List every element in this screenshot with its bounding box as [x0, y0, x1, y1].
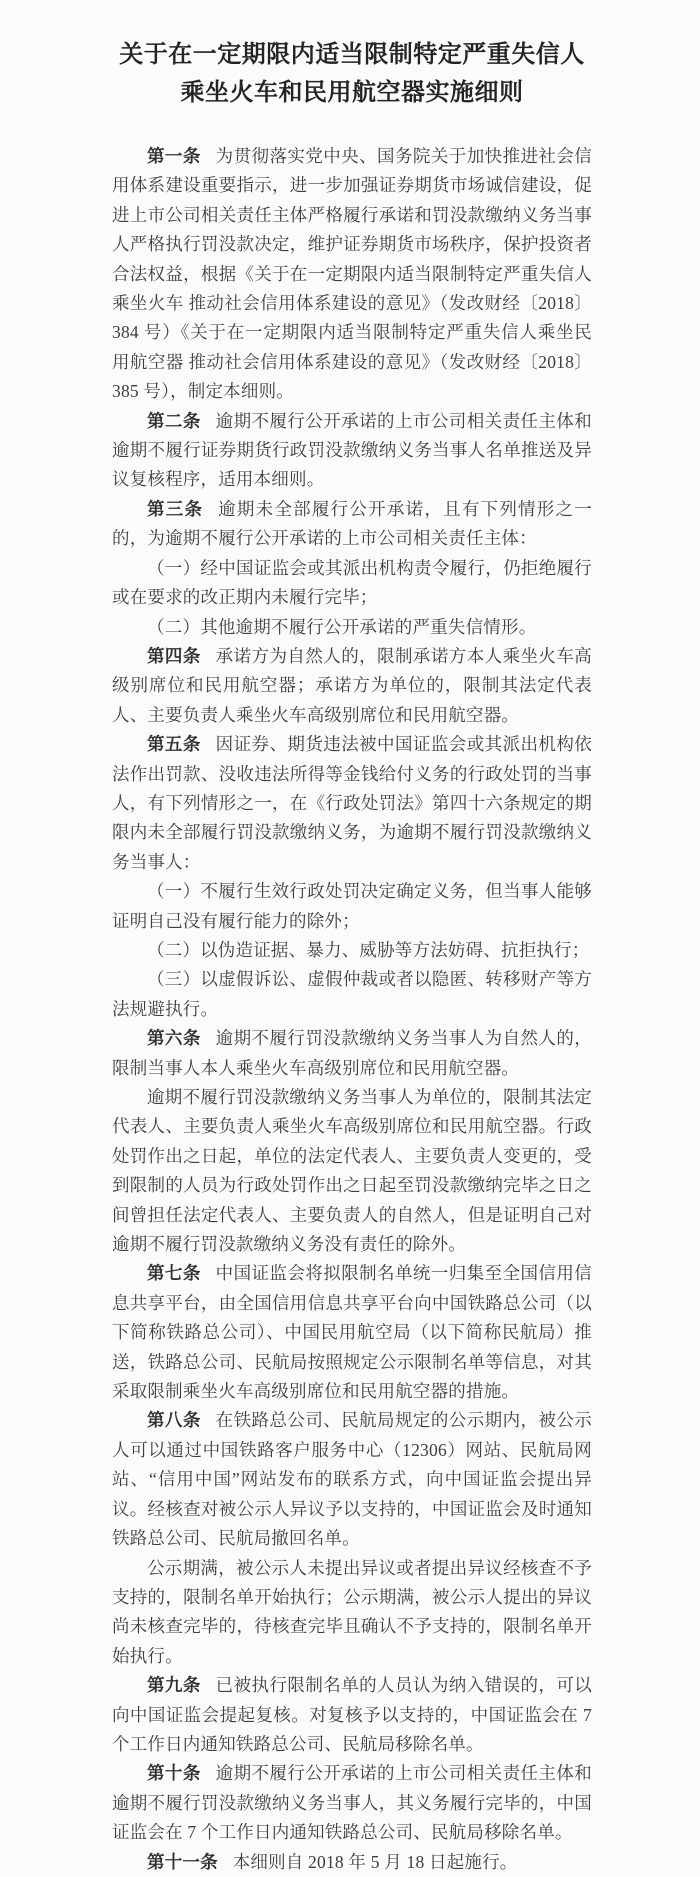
article-number-label: 第四条 [147, 645, 201, 666]
article-number-label: 第一条 [147, 146, 201, 166]
article-text: 已被执行限制名单的人员认为纳入错误的，可以向中国证监会提起复核。对复核予以支持的，中国证监会在 7 个工作日内通知铁路总公司、民航局移除名单。 [112, 1675, 592, 1754]
article-paragraph [112, 407, 592, 495]
article-text: 逾期不履行罚没款缴纳义务当事人为自然人的，限制当事人本人乘坐火车高级别席位和民用航空器。 [112, 1028, 592, 1078]
article-paragraph [112, 1848, 592, 1877]
article-paragraph [112, 1671, 592, 1759]
article-text: 承诺方为自然人的，限制承诺方本人乘坐火车高级别席位和民用航空器；承诺方为单位的，限制其法定代表人、主要负责人乘坐火车高级别席位和民用航空器。 [112, 645, 592, 725]
article-paragraph [112, 1024, 592, 1083]
article-item-paragraph: （一）不履行生效行政处罚决定确定义务，但当事人能够证明自己没有履行能力的除外； [112, 881, 592, 931]
document-articles [112, 142, 592, 1877]
article-paragraph [112, 730, 592, 877]
article-text: 逾期不履行公开承诺的上市公司相关责任主体和逾期不履行罚没款缴纳义务当事人，其义务履行完毕的，中国证监会在 7 个工作日内通知铁路总公司、民航局移除名单。 [112, 1763, 592, 1843]
article-number-label: 第九条 [147, 1675, 201, 1696]
article-number-label: 第六条 [147, 1028, 201, 1049]
article-text: 因证券、期货违法被中国证监会或其派出机构依法作出罚款、没收违法所得等金钱给付义务的行政处罚的当事人，有下列情形之一，在《行政处罚法》第四十六条规定的期限内未全部履行罚没款缴纳义务，为逾期不履行罚没款缴纳义务当事人： [112, 734, 592, 872]
article-text: 逾期不履行公开承诺的上市公司相关责任主体和逾期不履行证券期货行政罚没款缴纳义务当事人名单推送及异议复核程序，适用本细则。 [112, 410, 592, 490]
article-number-label: 第七条 [147, 1263, 201, 1284]
article-paragraph [112, 495, 592, 554]
article-text: 在铁路总公司、民航局规定的公示期内，被公示人可以通过中国铁路客户服务中心（12306）网站、民航局网站、“信用中国”网站发布的联系方式，向中国证监会提出异议。经核查对被公示人异议予以支持的，中国证监会及时通知铁路总公司、民航局撤回名单。 [112, 1410, 592, 1549]
article-number-label: 第十一条 [147, 1851, 218, 1872]
article-number-label: 第三条 [147, 498, 204, 519]
article-item-paragraph: （二）其他逾期不履行公开承诺的严重失信情形。 [147, 616, 537, 637]
article-paragraph [112, 1406, 592, 1553]
article-item-paragraph: （二）以伪造证据、暴力、威胁等方法妨碍、抗拒执行； [147, 939, 590, 960]
article-text: 本细则自 2018 年 5 月 18 日起施行。 [232, 1851, 518, 1872]
article-paragraph [112, 1759, 592, 1847]
article-paragraph [112, 642, 592, 730]
article-number-label: 第二条 [147, 410, 201, 431]
article-item-paragraph: （三）以虚假诉讼、虚假仲裁或者以隐匿、转移财产等方法规避执行。 [112, 969, 592, 1019]
article-number-label: 第五条 [147, 734, 201, 755]
article-number-label: 第十条 [147, 1763, 201, 1784]
document-title-line-1: 关于在一定期限内适当限制特定严重失信人 [119, 42, 585, 68]
article-paragraph [112, 1259, 592, 1406]
document-title [112, 36, 592, 112]
article-item-paragraph: 逾期不履行罚没款缴纳义务当事人为单位的，限制其法定代表人、主要负责人乘坐火车高级别席位和民用航空器。行政处罚作出之日起，单位的法定代表人、主要负责人变更的，受到限制的人员为行政处罚作出之日起至罚没款缴纳完毕之日之间曾担任法定代表人、主要负责人的自然人，但是证明自己对逾期不履行罚没款缴纳义务没有责任的除外。 [112, 1087, 592, 1255]
article-text: 为贯彻落实党中央、国务院关于加快推进社会信用体系建设重要指示，进一步加强证券期货市场诚信建设，促进上市公司相关责任主体严格履行承诺和罚没款缴纳义务当事人严格执行罚没款决定，维护证券期货市场秩序，保护投资者合法权益，根据《关于在一定期限内适当限制特定严重失信人乘坐火车 推动社会信用体系建设的意见》（发改财经〔2018〕384 号）《关于在一定期限内适当限制特定严重失信人乘坐民用航空器 推动社会信用体系建设的意见》（发改财经〔2018〕385 号），制定本细则。 [112, 146, 592, 402]
document-title-line-2: 乘坐火车和民用航空器实施细则 [180, 80, 524, 106]
article-text: 中国证监会将拟限制名单统一归集至全国信用信息共享平台，由全国信用信息共享平台向中国铁路总公司（以下简称铁路总公司）、中国民用航空局（以下简称民航局）推送，铁路总公司、民航局按照规定公示限制名单等信息，对其采取限制乘坐火车高级别席位和民用航空器的措施。 [112, 1263, 592, 1402]
article-item-paragraph: （一）经中国证监会或其派出机构责令履行，仍拒绝履行或在要求的改正期内未履行完毕； [112, 557, 592, 608]
article-text: 逾期未全部履行公开承诺，且有下列情形之一的，为逾期不履行公开承诺的上市公司相关责任主体： [112, 498, 593, 549]
article-item-paragraph: 公示期满，被公示人未提出异议或者提出异议经核查不予支持的，限制名单开始执行；公示期满，被公示人提出的异议尚未核查完毕的，待核查完毕且确认不予支持的，限制名单开始执行。 [112, 1557, 592, 1666]
article-number-label: 第八条 [147, 1410, 201, 1431]
article-paragraph [112, 142, 592, 407]
